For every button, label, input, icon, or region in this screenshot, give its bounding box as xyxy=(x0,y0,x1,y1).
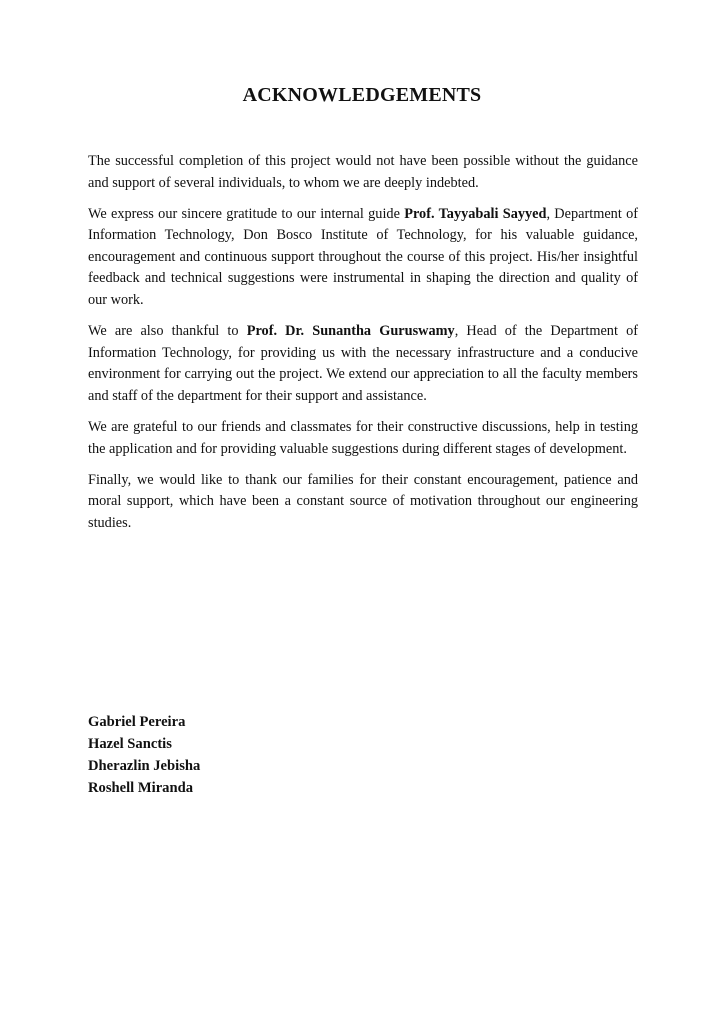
paragraph-internal-guide-lead: We express our sincere gratitude to our internal guide xyxy=(88,205,405,222)
paragraph-head-of-department xyxy=(88,321,638,407)
page-title: ACKNOWLEDGEMENTS xyxy=(242,84,482,106)
internal-guide-name: Prof. Tayyabali Sayyed xyxy=(404,205,547,222)
hod-name: Prof. Dr. Sunantha Guruswamy xyxy=(246,323,455,340)
signature-block xyxy=(88,711,200,799)
paragraph-hod-rest: , Head of the Department of Information Technology, for providing us with the necessary infrastructure and a conducive environment for carrying out the project. We extend our appreciation to all the faculty members and staff of the department for their support and assistance. xyxy=(88,323,638,404)
paragraph-families-text: Finally, we would like to thank our families for their constant encouragement, patience and moral support, which have been a constant source of motivation throughout our engineering studies. xyxy=(88,471,638,531)
signature-name: Hazel Sanctis xyxy=(88,736,172,752)
acknowledgement-body xyxy=(88,151,638,544)
paragraph-internal-guide xyxy=(88,204,638,312)
paragraph-hod-lead: We are also thankful to xyxy=(88,323,247,340)
signature-name: Dherazlin Jebisha xyxy=(88,758,201,774)
paragraph-friends-text: We are grateful to our friends and classmates for their constructive discussions, help in testing the application and for providing valuable suggestions during different stages of development. xyxy=(88,419,638,457)
paragraph-intro-text: The successful completion of this project would not have been possible without the guidance and support of several individuals, to whom we are deeply indebted. xyxy=(88,153,638,191)
signature-name: Gabriel Pereira xyxy=(88,714,186,730)
paragraph-internal-guide-rest: , Department of Information Technology, Don Bosco Institute of Technology, for his valuable guidance, encouragement and continuous support throughout the course of this project. His/her insightful feedback and technical suggestions were instrumental in shaping the direction and quality of our work. xyxy=(88,205,639,309)
paragraph-intro xyxy=(88,151,638,194)
paragraph-friends xyxy=(88,417,638,460)
signature-name: Roshell Miranda xyxy=(88,780,193,796)
paragraph-families xyxy=(88,470,638,535)
